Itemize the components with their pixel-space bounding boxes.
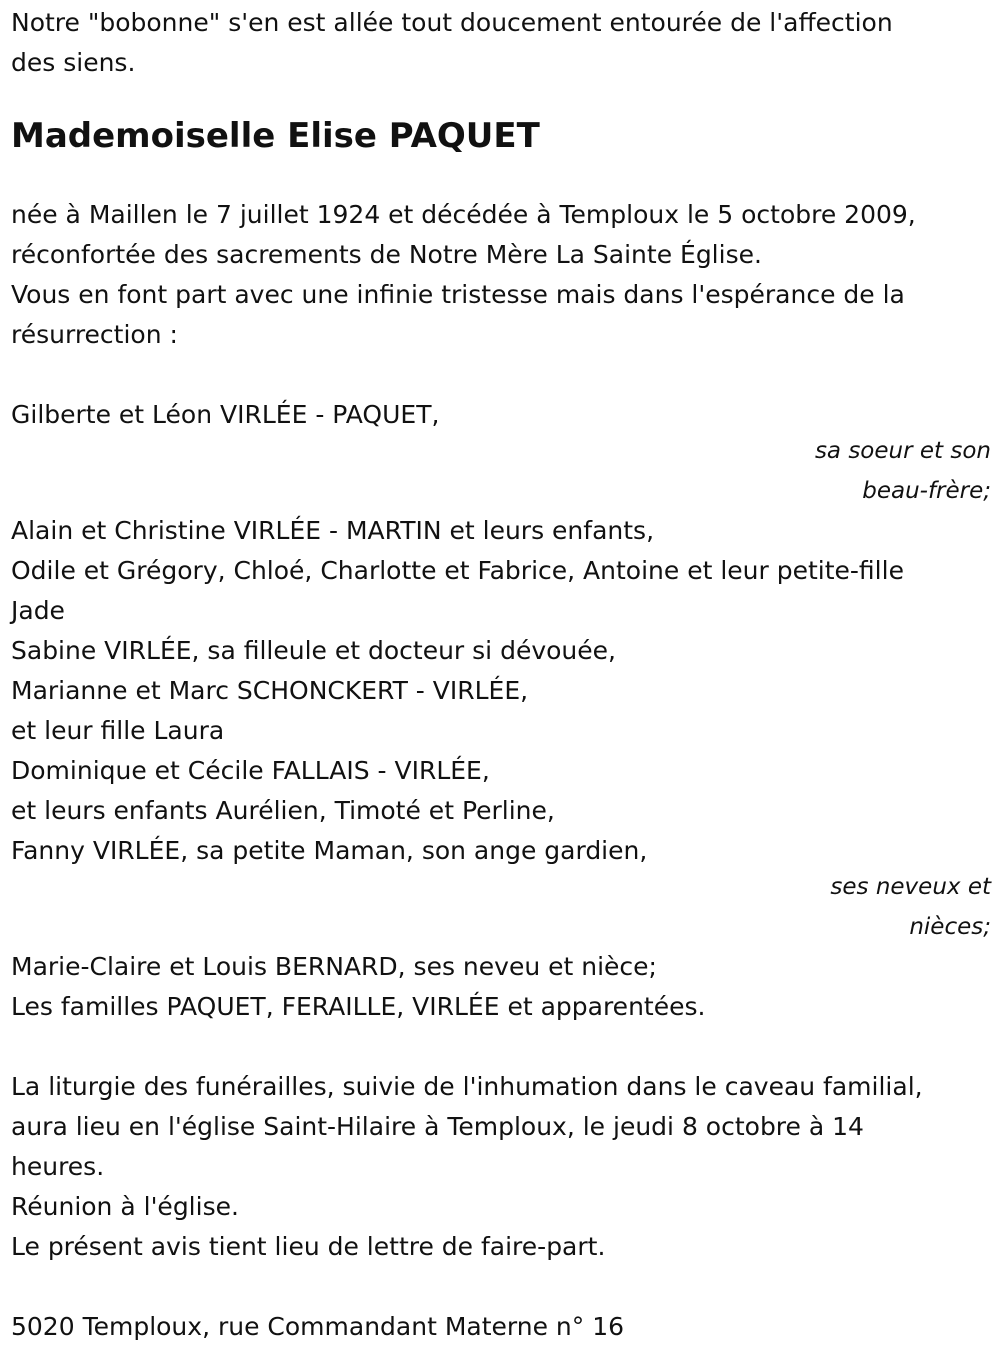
announcement-line: réconfortée des sacrements de Notre Mère La Sainte Église.	[11, 240, 762, 269]
relation-line: ses neveux et	[830, 874, 991, 900]
family-group-sibling	[11, 395, 991, 511]
family-name-line: Dominique et Cécile FALLAIS - VIRLÉE,	[11, 756, 490, 785]
family-name-line: Alain et Christine VIRLÉE - MARTIN et leurs enfants,	[11, 516, 655, 545]
spacer	[11, 1267, 991, 1307]
other-relatives	[11, 947, 991, 1027]
family-group-nephews	[11, 511, 991, 947]
family-name-line: Odile et Grégory, Chloé, Charlotte et Fabrice, Antoine et leur petite-fille	[11, 556, 904, 585]
family-name-line: et leurs enfants Aurélien, Timoté et Perline,	[11, 796, 555, 825]
relation-label	[11, 867, 991, 947]
announcement-line: née à Maillen le 7 juillet 1924 et décédée à Temploux le 5 octobre 2009,	[11, 200, 916, 229]
intro-line: des siens.	[11, 48, 136, 77]
funeral-line: La liturgie des funérailles, suivie de l'inhumation dans le caveau familial,	[11, 1072, 923, 1101]
other-relatives-line: Les familles PAQUET, FERAILLE, VIRLÉE et apparentées.	[11, 992, 706, 1021]
funeral-line: aura lieu en l'église Saint-Hilaire à Temploux, le jeudi 8 octobre à 14	[11, 1112, 864, 1141]
funeral-line: Le présent avis tient lieu de lettre de faire-part.	[11, 1232, 606, 1261]
family-name-line: Fanny VIRLÉE, sa petite Maman, son ange gardien,	[11, 836, 648, 865]
spacer	[11, 355, 991, 395]
family-name-line: Sabine VIRLÉE, sa filleule et docteur si dévouée,	[11, 636, 616, 665]
intro-line: Notre "bobonne" s'en est allée tout doucement entourée de l'affection	[11, 8, 893, 37]
funeral-line: Réunion à l'église.	[11, 1192, 239, 1221]
family-name-line: Marianne et Marc SCHONCKERT - VIRLÉE,	[11, 676, 529, 705]
announcement-line: résurrection :	[11, 320, 178, 349]
family-name-line: Gilberte et Léon VIRLÉE - PAQUET,	[11, 400, 440, 429]
obituary-notice	[11, 3, 991, 1347]
family-name-line: Jade	[11, 596, 65, 625]
announcement-text	[11, 195, 991, 355]
relation-line: beau-frère;	[862, 478, 991, 504]
spacer	[11, 1027, 991, 1067]
deceased-name-title: Mademoiselle Elise PAQUET	[11, 116, 540, 156]
announcement-line: Vous en font part avec une infinie tristesse mais dans l'espérance de la	[11, 280, 905, 309]
intro-text	[11, 3, 991, 83]
relation-line: nièces;	[909, 914, 991, 940]
other-relatives-line: Marie-Claire et Louis BERNARD, ses neveu et nièce;	[11, 952, 657, 981]
relation-label	[11, 431, 991, 511]
family-address: 5020 Temploux, rue Commandant Materne n° 16	[11, 1312, 625, 1341]
funeral-details	[11, 1067, 991, 1267]
funeral-line: heures.	[11, 1152, 105, 1181]
family-name-line: et leur fille Laura	[11, 716, 225, 745]
relation-line: sa soeur et son	[814, 438, 991, 464]
